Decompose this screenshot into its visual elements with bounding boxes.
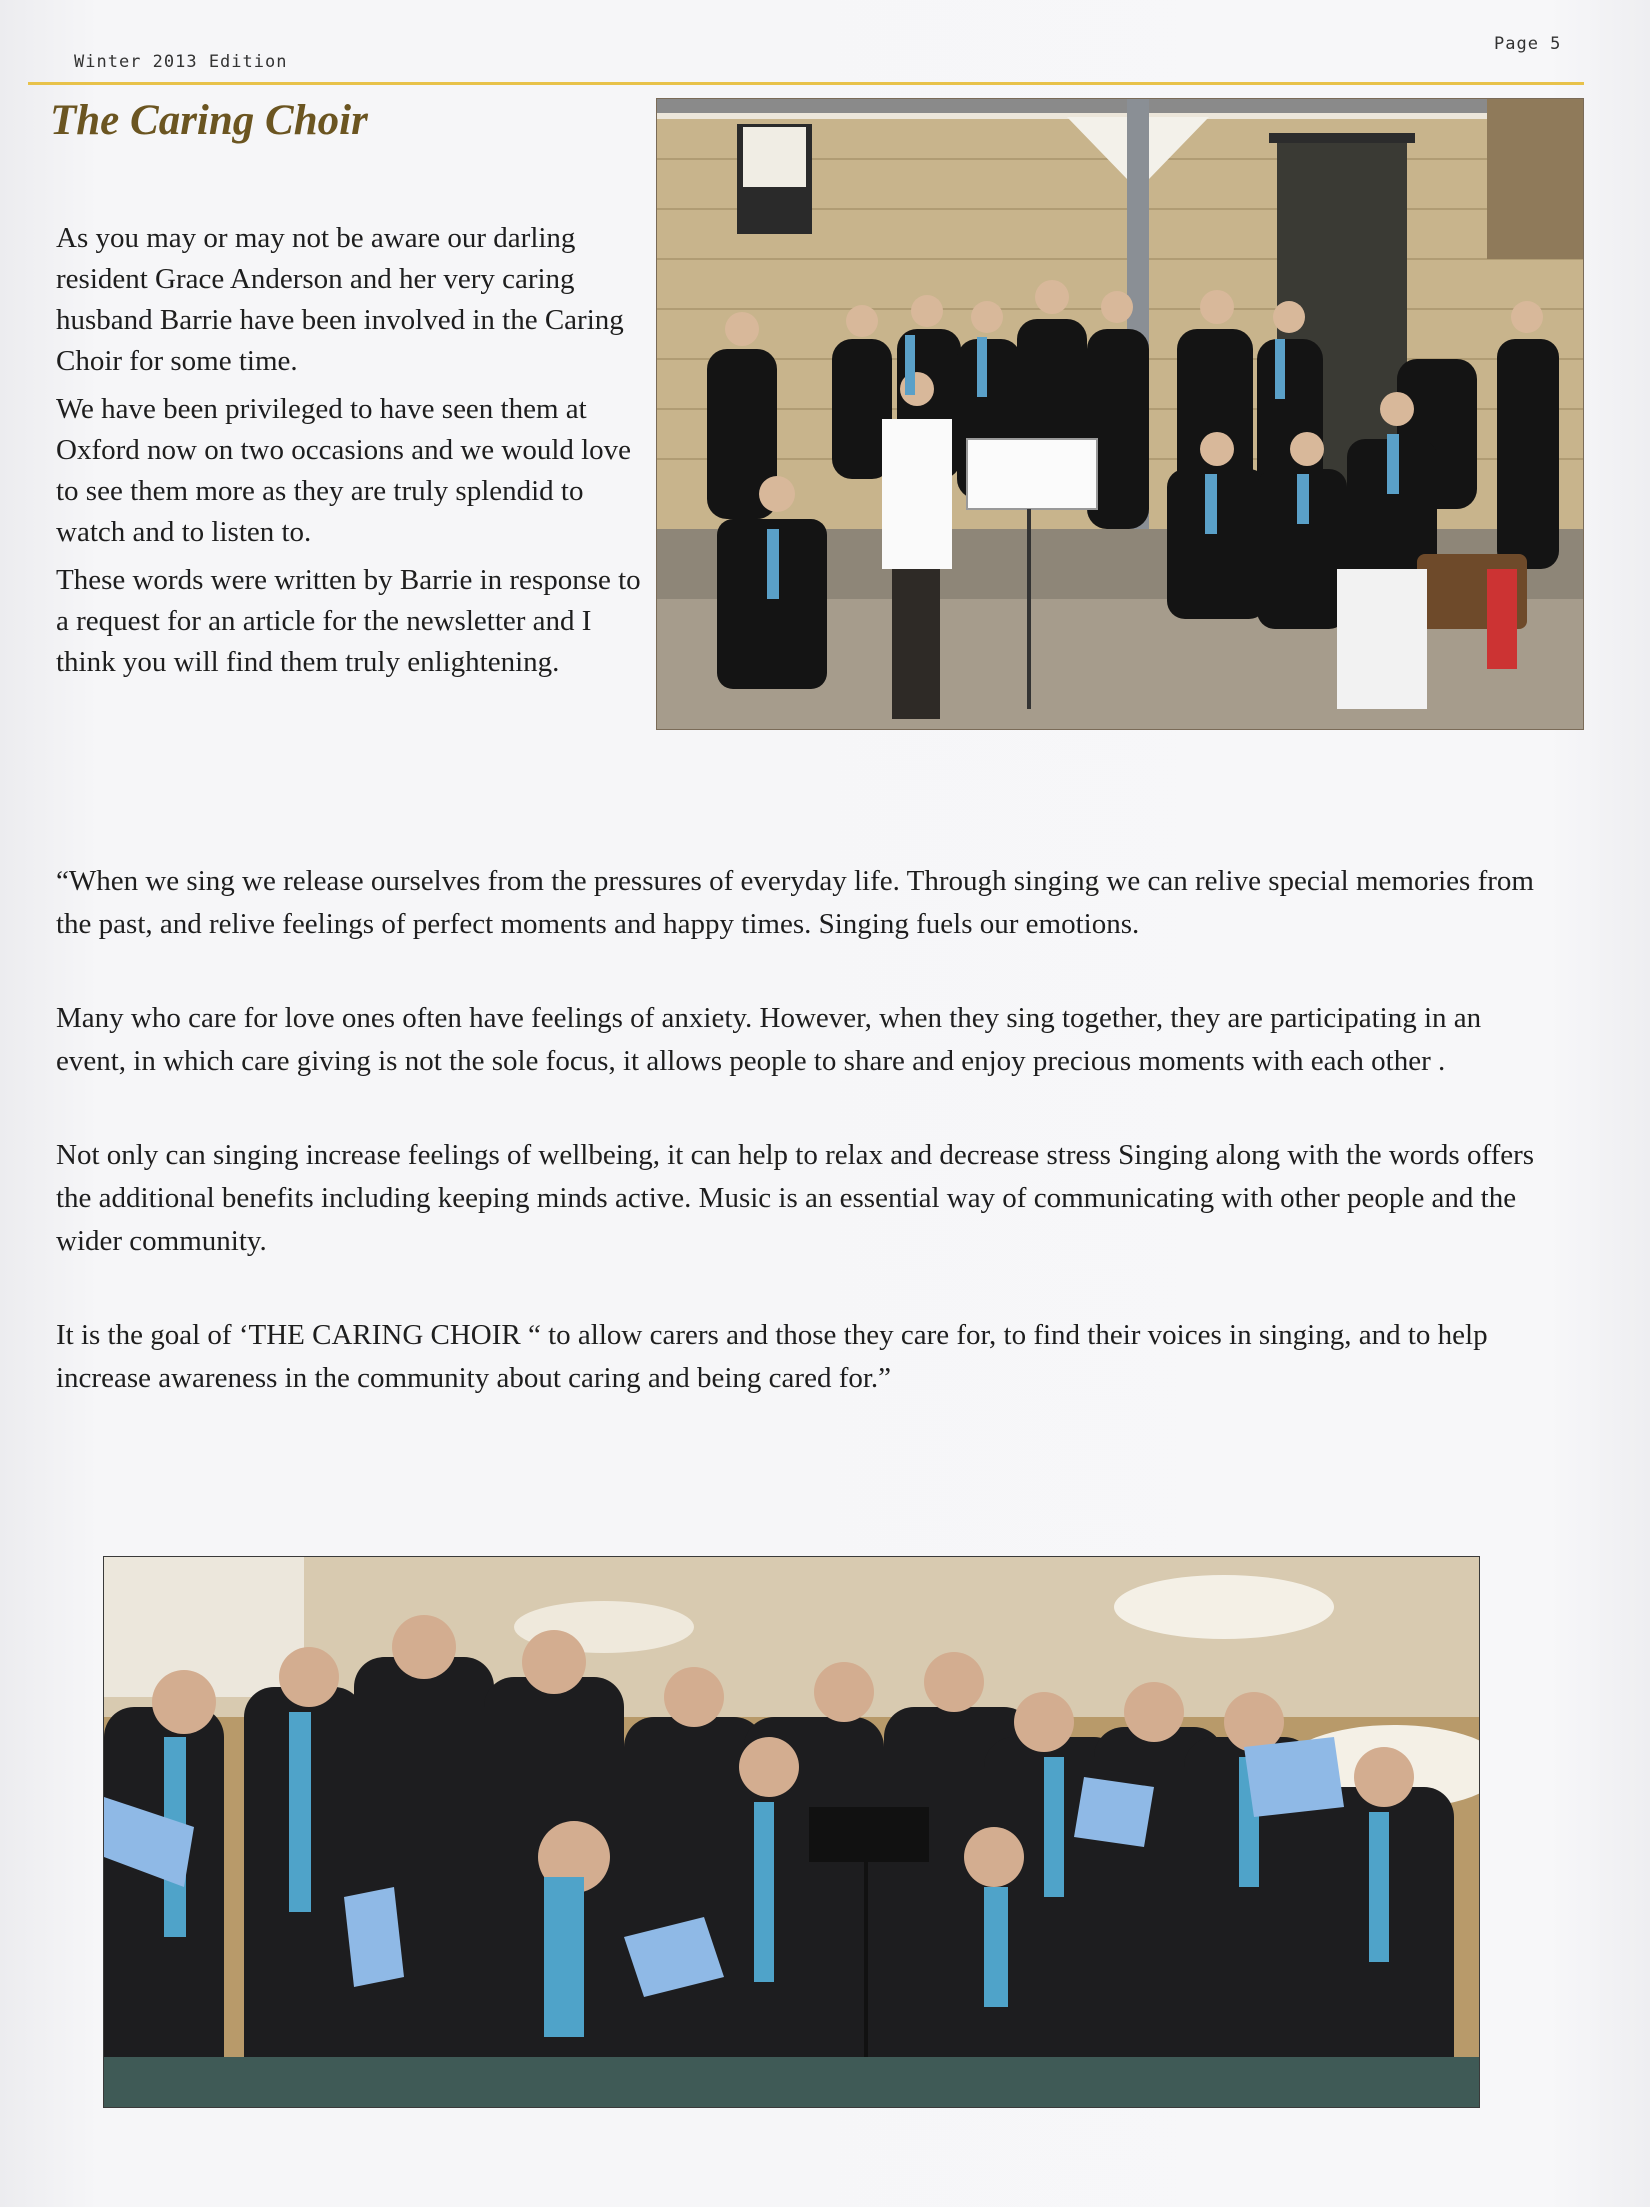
choir-porch-photo — [656, 98, 1584, 730]
body-paragraph: It is the goal of ‘THE CARING CHOIR “ to allow carers and those they care for, to find their voices in singing, and to help increase awareness in the community about caring and being cared for.” — [56, 1319, 1488, 1394]
header-rule — [28, 82, 1584, 85]
intro-paragraph: We have been privileged to have seen them at Oxford now on two occasions and we would love to see them more as they are truly splendid to watch and to listen to. — [56, 393, 632, 548]
body-paragraph: “When we sing we release ourselves from the pressures of everyday life. Through singing we can relive special memories from the past, and relive feelings of perfect moments and happy times. Singing fuels our emotions. — [56, 865, 1534, 940]
body-paragraph: Not only can singing increase feelings of wellbeing, it can help to relax and decrease stress Singing along with the words offers the additional benefits including keeping minds active. Music is an essential way of communicating with other people and the wider community. — [56, 1139, 1535, 1257]
intro-paragraph: These words were written by Barrie in response to a request for an article for the newsletter and I think you will find them truly enlightening. — [56, 564, 641, 678]
page-number: Page 5 — [1494, 34, 1562, 54]
intro-paragraph: As you may or may not be aware our darling resident Grace Anderson and her very caring husband Barrie have been involved in the Caring Choir for some time. — [56, 222, 624, 377]
edition-label: Winter 2013 Edition — [74, 52, 288, 72]
article-title: The Caring Choir — [50, 97, 368, 144]
article-body — [56, 860, 1546, 1451]
body-paragraph: Many who care for love ones often have feelings of anxiety. However, when they sing together, they are participating in an event, in which care giving is not the sole focus, it allows people to share and enjoy precious moments with each other . — [56, 1002, 1482, 1077]
intro-text — [56, 218, 656, 690]
choir-performance-photo — [103, 1556, 1480, 2108]
